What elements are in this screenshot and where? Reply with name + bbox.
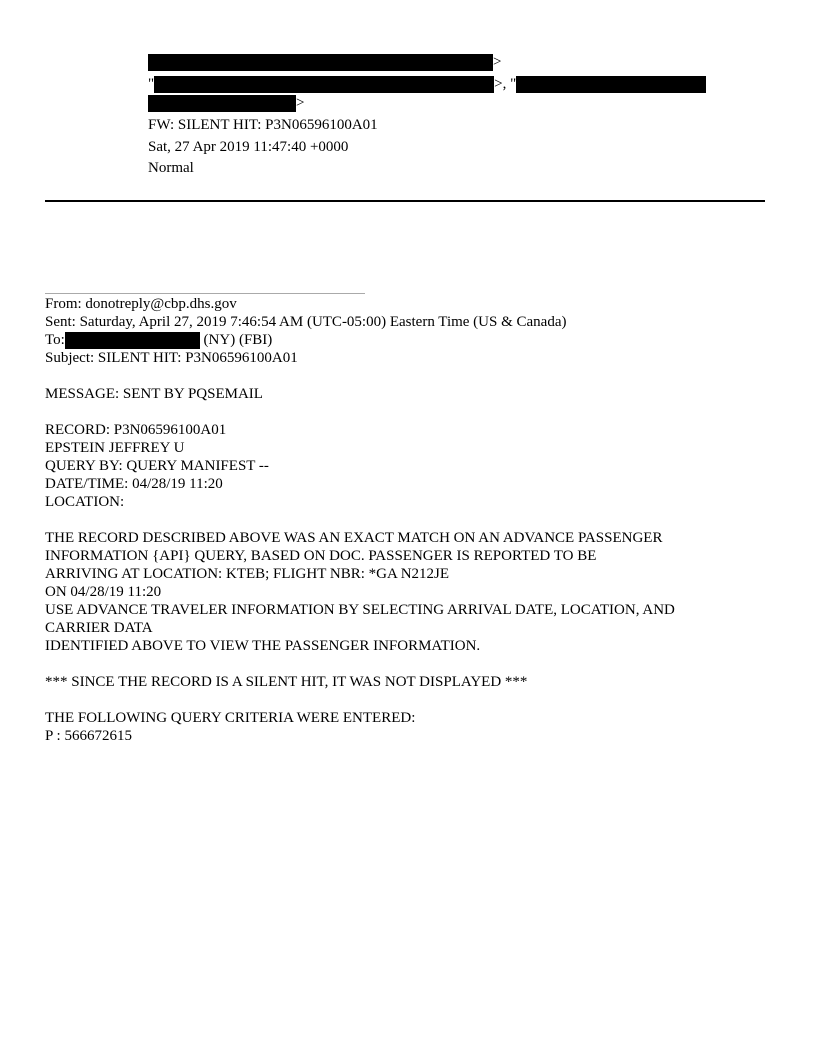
redaction-block — [65, 332, 200, 349]
msg-para-line: ON 04/28/19 11:20 — [45, 584, 162, 600]
subject-value: FW: SILENT HIT: P3N06596100A01 — [148, 117, 378, 133]
to-value-line2 — [148, 95, 304, 112]
fwd-to-suffix: (NY) (FBI) — [199, 332, 273, 348]
msg-datetime: DATE/TIME: 04/28/19 11:20 — [45, 476, 223, 492]
msg-para-line: THE RECORD DESCRIBED ABOVE WAS AN EXACT MATCH ON AN ADVANCE PASSENGER — [45, 530, 663, 546]
fwd-to-label: To: — [45, 332, 65, 348]
to-mid: >, " — [494, 76, 517, 92]
from-suffix: > — [493, 54, 502, 70]
msg-silent-note: *** SINCE THE RECORD IS A SILENT HIT, IT WAS NOT DISPLAYED *** — [45, 674, 528, 690]
msg-record: RECORD: P3N06596100A01 — [45, 422, 227, 438]
msg-sent-by: MESSAGE: SENT BY PQSEMAIL — [45, 386, 263, 402]
msg-query-by: QUERY BY: QUERY MANIFEST -- — [45, 458, 269, 474]
msg-criteria-value: P : 566672615 — [45, 728, 132, 744]
msg-para-line: INFORMATION {API} QUERY, BASED ON DOC. PASSENGER IS REPORTED TO BE — [45, 548, 597, 564]
header-divider — [45, 200, 765, 202]
fwd-to — [45, 331, 785, 349]
msg-para-line: IDENTIFIED ABOVE TO VIEW THE PASSENGER INFORMATION. — [45, 638, 481, 654]
redaction-block — [148, 54, 493, 71]
redaction-block — [148, 95, 296, 112]
date-value: Sat, 27 Apr 2019 11:47:40 +0000 — [148, 139, 349, 155]
fwd-from: From: donotreply@cbp.dhs.gov — [45, 296, 237, 312]
from-value — [148, 54, 501, 71]
fwd-sent: Sent: Saturday, April 27, 2019 7:46:54 AM (UTC-05:00) Eastern Time (US & Canada) — [45, 314, 567, 330]
msg-para-line: CARRIER DATA — [45, 620, 153, 636]
to-prefix: " — [148, 76, 155, 92]
msg-para-line: ARRIVING AT LOCATION: KTEB; FLIGHT NBR: *GA N212JE — [45, 566, 450, 582]
redaction-block — [516, 76, 706, 93]
msg-name: EPSTEIN JEFFREY U — [45, 440, 185, 456]
to-value — [148, 76, 706, 93]
to-suffix: > — [296, 95, 305, 111]
fwd-subject: Subject: SILENT HIT: P3N06596100A01 — [45, 350, 298, 366]
msg-criteria-heading: THE FOLLOWING QUERY CRITERIA WERE ENTERED: — [45, 710, 416, 726]
forward-separator — [45, 293, 365, 294]
msg-para-line: USE ADVANCE TRAVELER INFORMATION BY SELECTING ARRIVAL DATE, LOCATION, AND — [45, 602, 675, 618]
message-body — [45, 295, 785, 745]
importance-value: Normal — [148, 160, 194, 176]
msg-location: LOCATION: — [45, 494, 125, 510]
redaction-block — [154, 76, 494, 93]
